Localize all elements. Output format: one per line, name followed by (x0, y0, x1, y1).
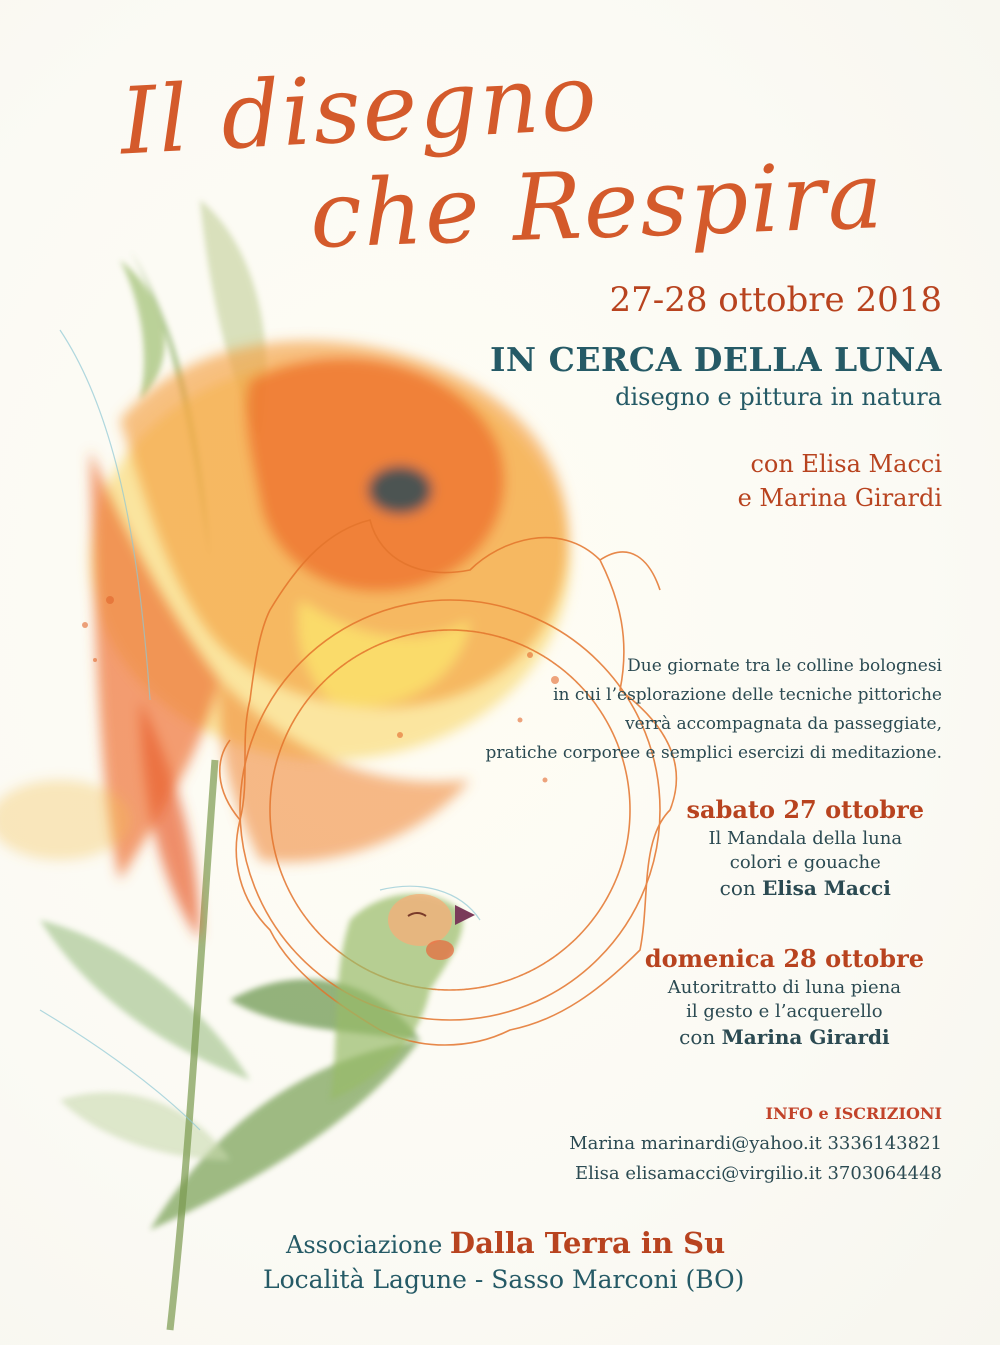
association-prefix: Associazione (286, 1231, 443, 1259)
day2-block (645, 944, 924, 1049)
orange-flower (0, 341, 570, 940)
bird (330, 894, 475, 1100)
description-line: in cui l’esplorazione delle tecniche pittoriche (553, 685, 942, 705)
day2-with: con (679, 1025, 716, 1049)
event-description (486, 652, 942, 768)
event-subheading: disegno e pittura in natura (615, 383, 942, 411)
event-dates: 27-28 ottobre 2018 (609, 280, 942, 320)
day1-with: con (719, 876, 756, 900)
day2-teacher-name: Marina Girardi (721, 1025, 890, 1049)
description-line: pratiche corporee e semplici esercizi di meditazione. (485, 743, 942, 763)
description-line: Due giornate tra le colline bolognesi (627, 656, 942, 676)
day2-technique: il gesto e l’acquerello (686, 1001, 883, 1022)
description-line: verrà accompagnata da passeggiate, (625, 714, 942, 734)
location: Località Lagune - Sasso Marconi (BO) (263, 1265, 745, 1294)
day1-teacher (687, 876, 924, 900)
association (286, 1226, 725, 1260)
hosts-line-2: e Marina Girardi (737, 484, 942, 512)
contact-marina: Marina marinardi@yahoo.it 3336143821 (569, 1133, 942, 1154)
day1-title: sabato 27 ottobre (686, 795, 924, 824)
association-name: Dalla Terra in Su (449, 1226, 726, 1260)
day1-teacher-name: Elisa Macci (762, 876, 891, 900)
hosts-line-1: con Elisa Macci (750, 450, 942, 478)
day1-activity: Il Mandala della luna (708, 828, 903, 849)
day1-block (687, 795, 924, 900)
day2-teacher (645, 1025, 924, 1049)
info-title: INFO e ISCRIZIONI (765, 1104, 942, 1123)
day2-title: domenica 28 ottobre (644, 944, 924, 973)
day1-technique: colori e gouache (729, 852, 881, 873)
contact-elisa: Elisa elisamacci@virgilio.it 3703064448 (575, 1163, 942, 1184)
day2-activity: Autoritratto di luna piena (667, 977, 902, 998)
title-line-2: che Respira (308, 142, 887, 269)
event-heading: IN CERCA DELLA LUNA (489, 340, 942, 379)
title-line-1: Il disegno (117, 43, 601, 176)
